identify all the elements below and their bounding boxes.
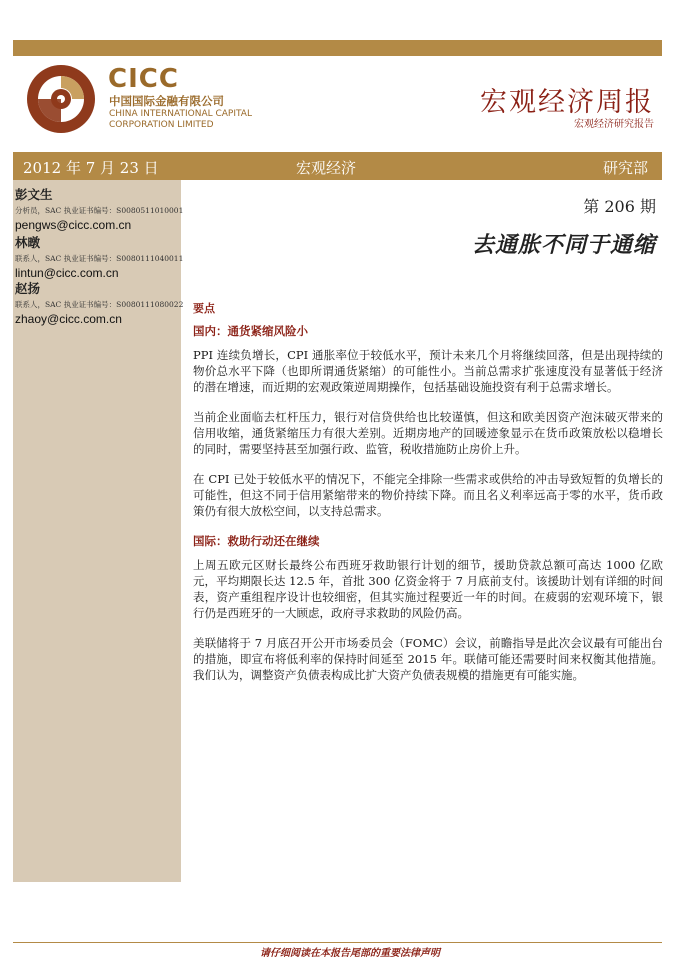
author-email-link[interactable]: pengws@cicc.com.cn	[15, 218, 132, 232]
brand-chinese-name: 中国国际金融有限公司	[109, 94, 224, 108]
brand-english-name-line2: CORPORATION LIMITED	[109, 120, 214, 130]
paragraph: 在 CPI 已处于较低水平的情况下，不能完全排除一些需求或供给的冲击导致短暂的负增长的可能性，但这不同于信用紧缩带来的物价持续下降。而且名义利率远高于零的水平，货币政策仍有很大放松空间，以支持总需求。	[193, 472, 663, 518]
date-bar	[13, 152, 662, 180]
author-name: 林暾	[15, 235, 41, 250]
author-license: 联系人，SAC 执业证书编号：S0080111080022	[15, 300, 184, 309]
main-content	[193, 300, 663, 697]
paragraph: PPI 连续负增长，CPI 通胀率位于较低水平，预计未来几个月将继续回落，但是出现持续的物价总水平下降（也即所谓通货紧缩）的可能性小。当前总需求扩张速度没有显著低于经济的潜在增速，而近期的宏观政策逆周期操作，包括基础设施投资有利于总需求增长。	[193, 348, 663, 394]
author-block	[15, 279, 183, 326]
footer-rule	[13, 942, 662, 943]
paragraph: 上周五欧元区财长最终公布西班牙救助银行计划的细节，援助贷款总额可高达 1000 亿欧元，平均期限长达 12.5 年，首批 300 亿资金将于 7 月底前支付。该援助计划有详细的时间表，资产重组程序设计也较细密，但其实施过程要近一年的时间。在疲弱的宏观环境下，银行仍是西班牙的一大顾虑，政府寻求救助的风险仍高。	[193, 558, 663, 620]
key-points-title: 要点	[193, 302, 215, 315]
report-title: 宏观经济周报	[480, 87, 654, 118]
section-title-domestic: 国内：通货紧缩风险小	[193, 324, 308, 338]
issue-number: 第 206 期	[583, 197, 656, 216]
report-date: 2012 年 7 月 23 日	[23, 159, 159, 177]
legal-disclaimer: 请仔细阅读在本报告尾部的重要法律声明	[260, 948, 440, 959]
author-license: 分析员，SAC 执业证书编号：S0080511010001	[15, 206, 184, 215]
headline: 去通胀不同于通缩	[471, 232, 656, 258]
brand-english-name-line1: CHINA INTERNATIONAL CAPITAL	[109, 109, 252, 119]
author-name: 赵扬	[15, 281, 41, 296]
author-email-link[interactable]: lintun@cicc.com.cn	[15, 266, 119, 280]
author-email-link[interactable]: zhaoy@cicc.com.cn	[15, 312, 122, 326]
paragraph: 美联储将于 7 月底召开公开市场委员会（FOMC）会议，前瞻指导是此次会议最有可能出台的措施，即宣布将低利率的保持时间延至 2015 年。联储可能还需要时间来权衡其他措施。我们认为，调整资产负债表构成比扩大资产负债表规模的措施更有可能实施。	[193, 636, 663, 682]
brand-name: CICC	[108, 64, 179, 94]
author-name: 彭文生	[15, 187, 53, 202]
author-block	[15, 233, 183, 280]
cicc-logo-icon	[26, 64, 96, 134]
report-subtitle: 宏观经济研究报告	[574, 119, 654, 130]
section-title-international: 国际：救助行动还在继续	[193, 534, 320, 548]
author-license: 联系人，SAC 执业证书编号：S0080111040011	[15, 254, 184, 263]
author-sidebar	[13, 180, 184, 882]
paragraph: 当前企业面临去杠杆压力，银行对信贷供给也比较谨慎，但这和欧美因资产泡沫破灭带来的信用收缩，通货紧缩压力有很大差别。近期房地产的回暖迹象显示在货币政策放松以稳增长的同时，需要坚持甚至加强行政、监管，税收措施防止房价上升。	[193, 410, 663, 456]
report-department: 研究部	[602, 159, 648, 177]
top-band	[13, 40, 662, 56]
report-category: 宏观经济	[296, 159, 357, 177]
author-block	[15, 185, 183, 232]
